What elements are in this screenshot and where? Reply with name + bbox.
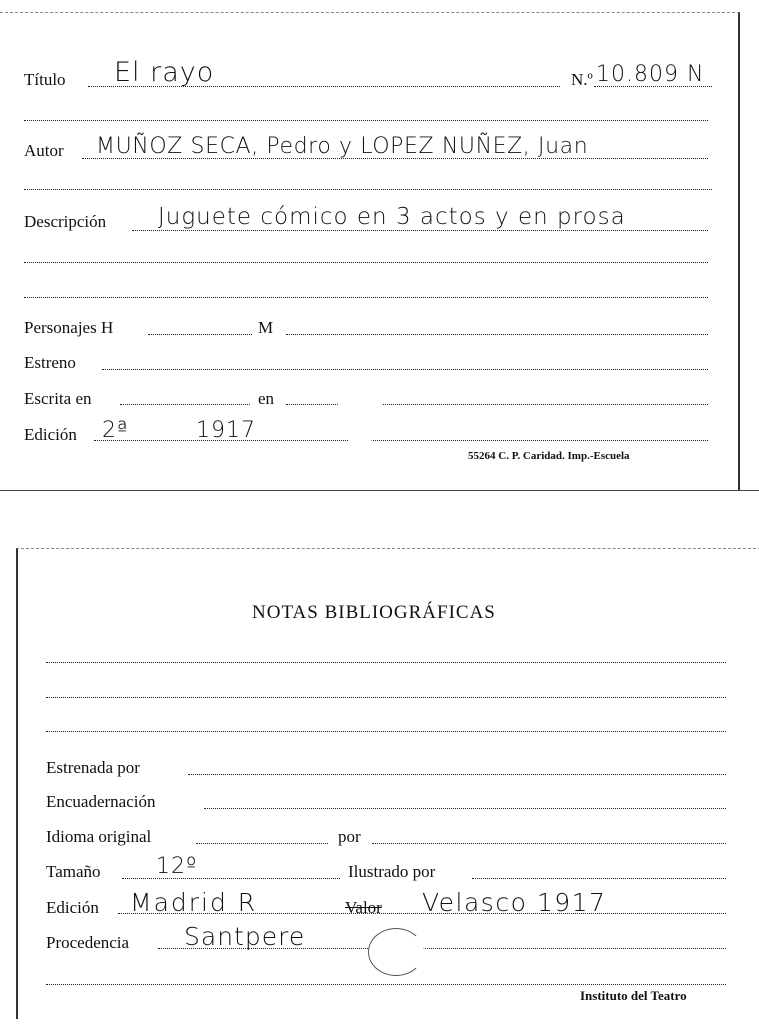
edicion-back-printer: Velasco 1917 (422, 888, 607, 917)
personajes-label: Personajes H (24, 318, 114, 337)
card-divider (0, 490, 759, 491)
procedencia-value: Santpere (184, 922, 306, 951)
titulo-label: Título (24, 70, 66, 89)
edicion-back-valor: Valor (345, 898, 382, 917)
encuadernacion-label: Encuadernación (46, 792, 156, 811)
autor-label: Autor (24, 141, 64, 160)
printer-imprint: 55264 C. P. Caridad. Imp.-Escuela (468, 450, 630, 462)
estreno-line (102, 369, 708, 370)
edicion-back-label: Edición (46, 898, 99, 917)
ilustrado-line (472, 878, 726, 879)
escrita-en-label: en (258, 389, 275, 408)
notas-line-2 (46, 697, 726, 698)
descripcion-label: Descripción (24, 212, 107, 231)
estrenada-line (188, 774, 726, 775)
edicion-label: Edición (24, 425, 77, 444)
titulo-line-2 (24, 120, 708, 121)
idioma-por-line (372, 843, 726, 844)
descripcion-line-2 (24, 262, 708, 263)
personajes-m-label: M (258, 318, 274, 337)
descripcion-line-3 (24, 297, 708, 298)
escrita-label: Escrita en (24, 389, 92, 408)
escrita-line-1 (120, 404, 250, 405)
descripcion-line (132, 230, 708, 231)
idioma-label: Idioma original (46, 827, 152, 846)
idioma-por-label: por (338, 827, 361, 846)
edicion-year: 1917 (196, 418, 256, 443)
ink-blot (336, 388, 384, 444)
edicion-number: 2ª (102, 418, 129, 443)
ilustrado-label: Ilustrado por (348, 862, 436, 881)
procedencia-label: Procedencia (46, 933, 130, 952)
idioma-line (196, 843, 328, 844)
autor-line-2 (24, 189, 712, 190)
edicion-line (94, 440, 708, 441)
autor-value: MUÑOZ SECA, Pedro y LOPEZ NUÑEZ, Juan (96, 134, 589, 159)
encuadernacion-line (204, 808, 726, 809)
notas-line-3 (46, 731, 726, 732)
notas-heading: NOTAS BIBLIOGRÁFICAS (252, 602, 496, 623)
tamano-value: 12º (156, 854, 198, 879)
numero-value: 10.809 N (596, 62, 705, 87)
numero-label: N.º (571, 70, 593, 89)
notas-line-1 (46, 662, 726, 663)
edicion-back-city: Madrid R (130, 888, 258, 917)
descripcion-value: Juguete cómico en 3 actos y en prosa (158, 204, 626, 230)
procedencia-line-2 (46, 984, 726, 985)
personajes-m-line (286, 334, 708, 335)
estreno-label: Estreno (24, 353, 76, 372)
personajes-h-line (148, 334, 252, 335)
estrenada-label: Estrenada por (46, 758, 140, 777)
ink-circle (368, 928, 424, 976)
titulo-value: El rayo (114, 57, 215, 88)
tamano-label: Tamaño (46, 862, 101, 881)
institution-imprint: Instituto del Teatro (580, 988, 687, 1003)
tamano-line (122, 878, 340, 879)
